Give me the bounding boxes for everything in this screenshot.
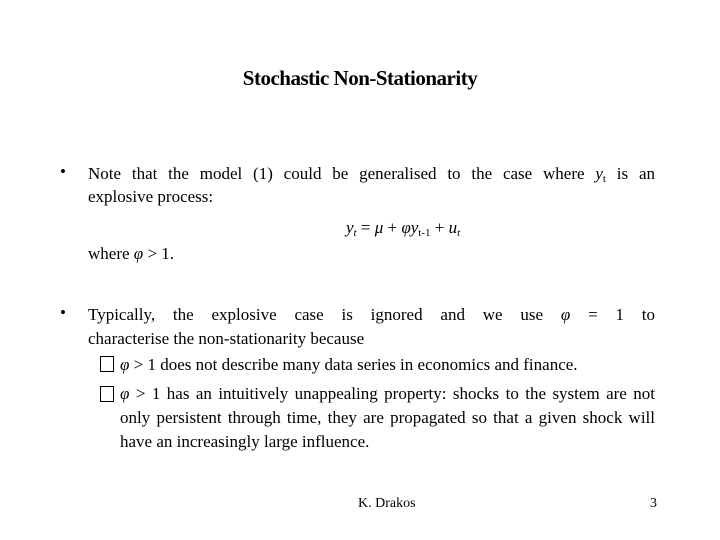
sub-point-2: φ > 1 has an intuitively unappealing property: shocks to the system are not only persistent through time, they are propagated so that a given shock will have an increasingly large influence. xyxy=(120,384,655,451)
footer-author: K. Drakos xyxy=(358,496,416,511)
var-y-sub: t xyxy=(602,173,606,185)
equation: $y_t = \mu + \varphi y_{t-1} + u_t$ xyxy=(346,218,461,239)
where-clause: where φ > 1. xyxy=(88,244,175,263)
var-y: y xyxy=(595,164,603,183)
point-2-line-1: Typically, the explosive case is ignored and we use φ = 1 to xyxy=(88,305,656,324)
sub-point-1: φ > 1 does not describe many data series in economics and finance. xyxy=(100,353,578,376)
point-1-line-2: explosive process: xyxy=(88,187,214,206)
bullet-2: • xyxy=(60,303,66,322)
checkbox-square-icon xyxy=(100,356,114,372)
slide-title: Stochastic Non-Stationarity xyxy=(242,66,478,90)
checkbox-square-icon xyxy=(100,386,114,402)
page-number: 3 xyxy=(650,496,657,511)
point-1-line-1: Note that the model (1) could be generalised to the case where $y_t$ is an xyxy=(88,164,655,185)
bullet-1: • xyxy=(60,162,66,181)
point-2-line-2: characterise the non-stationarity because xyxy=(88,329,365,348)
